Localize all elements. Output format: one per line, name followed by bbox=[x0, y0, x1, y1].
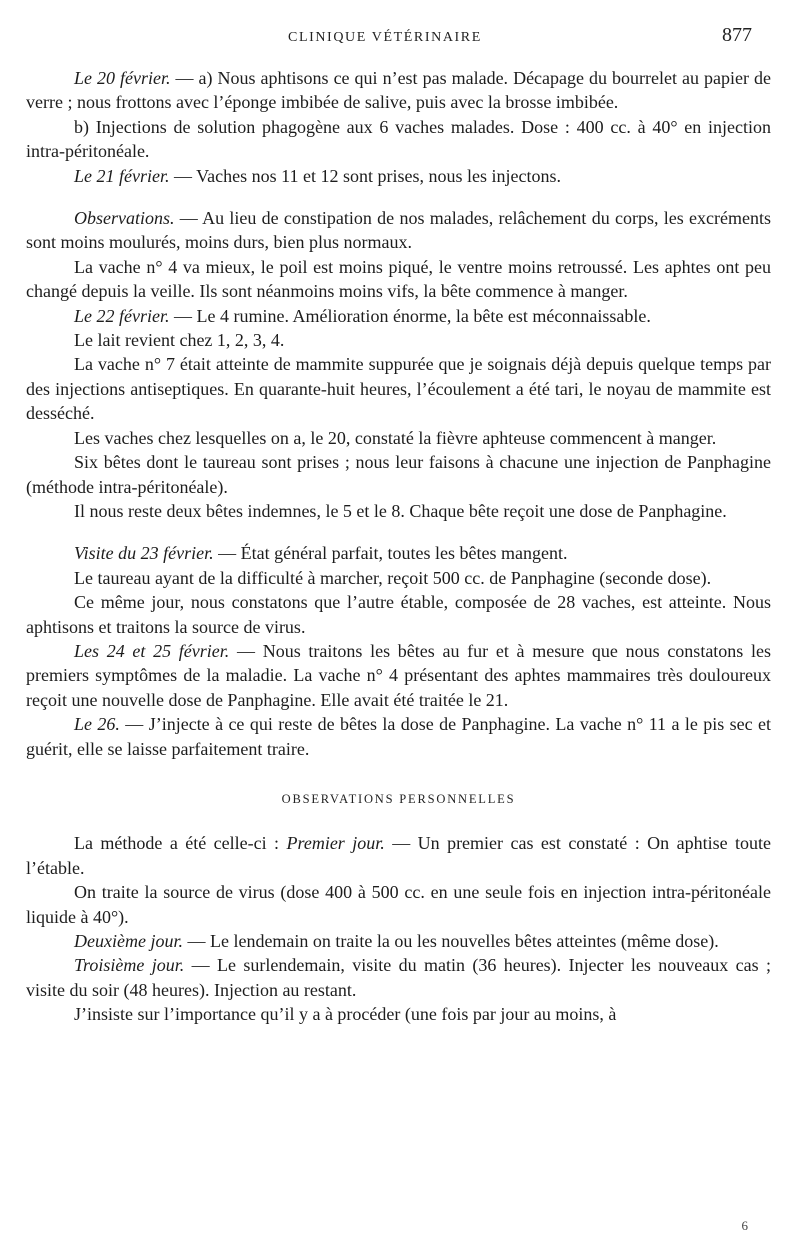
paragraph-two-beasts bbox=[26, 499, 771, 523]
paragraph-day-2 bbox=[26, 929, 771, 953]
paragraph-cows-eating bbox=[26, 426, 771, 450]
paragraph-text: — a) Nous aphtisons ce qui n’est pas malade. Décapage du bourrelet au papier de verre ; nous frottons avec l’éponge imbibée de salive, puis avec la brosse imbibée. bbox=[26, 68, 771, 113]
paragraph-text: Le lait revient chez 1, 2, 3, 4. bbox=[74, 330, 285, 351]
section-heading: OBSERVATIONS PERSONNELLES bbox=[281, 791, 516, 806]
paragraph-text: La vache n° 4 va mieux, le poil est moins piqué, le ventre moins retroussé. Les aphtes ont peu changé depuis la veille. Ils sont néanmoins moins vifs, la bête commence à manger. bbox=[26, 256, 771, 302]
paragraph-text: Six bêtes dont le taureau sont prises ; nous leur faisons à chacune une injection de Panphagine (méthode intra-péritonéale). bbox=[26, 452, 771, 497]
paragraph-text: — J’injecte à ce qui reste de bêtes la dose de Panphagine. La vache n° 11 a le pis sec et guérit, elle se laisse parfaitement traire. bbox=[26, 714, 771, 759]
paragraph-cow-4 bbox=[26, 255, 771, 304]
paragraph-virus-source bbox=[26, 880, 771, 929]
paragraph-feb-20 bbox=[26, 66, 771, 115]
paragraph-insist bbox=[26, 1002, 771, 1026]
paragraph-injections bbox=[26, 115, 771, 164]
paragraph-milk bbox=[26, 328, 771, 352]
paragraph-text: Il nous reste deux bêtes indemnes, le 5 et le 8. Chaque bête reçoit une dose de Panphagine. bbox=[74, 500, 727, 521]
paragraph-text: J’insiste sur l’importance qu’il y a à procéder (une fois par jour au moins, à bbox=[74, 1004, 617, 1025]
paragraph-text: On traite la source de virus (dose 400 à 500 cc. en une seule fois en injection intra-péritonéale liquide à 40°). bbox=[26, 882, 771, 927]
page-number: 877 bbox=[722, 24, 752, 46]
paragraph-text: — État général parfait, toutes les bêtes mangent. bbox=[213, 543, 568, 564]
paragraph-text: — Au lieu de constipation de nos malades, relâchement du corps, les excréments sont moins moulurés, moins durs, bien plus normaux. bbox=[26, 208, 771, 253]
paragraph-feb-22 bbox=[26, 304, 771, 328]
running-head bbox=[0, 24, 800, 54]
paragraph-observations bbox=[26, 206, 771, 255]
signature-mark: 6 bbox=[741, 1218, 748, 1233]
date-lead: Le 21 février. bbox=[74, 165, 170, 186]
paragraph-bull bbox=[26, 566, 771, 590]
paragraph-text: Les vaches chez lesquelles on a, le 20, constaté la fièvre aphteuse commencent à manger. bbox=[74, 427, 717, 448]
day-lead: Premier jour. bbox=[286, 833, 385, 854]
paragraph-text: — Nous traitons les bêtes au fur et à mesure que nous constatons les premiers symptômes de la maladie. La vache n° 4 présentant des aphtes mammaires très douloureux reçoit une nouvelle dose de Panphagine. Elle avait été traitée le 21. bbox=[26, 640, 772, 710]
date-lead: Les 24 et 25 février. bbox=[74, 640, 230, 661]
section-lead: Observations. bbox=[74, 208, 175, 229]
date-lead: Visite du 23 février. bbox=[74, 543, 214, 564]
paragraph-text: — Le 4 rumine. Amélioration énorme, la bête est méconnaissable. bbox=[169, 305, 651, 326]
paragraph-text: Ce même jour, nous constatons que l’autre étable, composée de 28 vaches, est atteinte. Nous aphtisons et traitons la source de virus. bbox=[26, 592, 771, 637]
paragraph-feb-21 bbox=[26, 164, 771, 188]
paragraph-text: — Un premier cas est constaté : On aphtise toute l’étable. bbox=[26, 833, 772, 878]
paragraph-text: — Le lendemain on traite la ou les nouvelles bêtes atteintes (même dose). bbox=[182, 931, 719, 951]
date-lead: Le 22 février. bbox=[74, 305, 170, 326]
paragraph-six-beasts bbox=[26, 450, 771, 499]
paragraph-feb-23 bbox=[26, 541, 771, 565]
paragraph-text: — Vaches nos 11 et 12 sont prises, nous les injectons. bbox=[169, 165, 561, 186]
paragraph-text: b) Injections de solution phagogène aux 6 vaches malades. Dose : 400 cc. à 40° en injection intra-péritonéale. bbox=[26, 116, 771, 162]
body-text bbox=[26, 66, 771, 1027]
paragraph-text: Le taureau ayant de la difficulté à marcher, reçoit 500 cc. de Panphagine (seconde dose). bbox=[74, 567, 712, 588]
paragraph-text: La vache n° 7 était atteinte de mammite suppurée que je soignais déjà depuis quelque temps par des injections antiseptiques. En quarante-huit heures, l’écoulement a été tari, le noyau de mammite est desséché. bbox=[26, 354, 771, 424]
paragraph-text: La méthode a été celle-ci : bbox=[74, 833, 287, 854]
paragraph-feb-26 bbox=[26, 712, 771, 761]
paragraph-other-stable bbox=[26, 590, 771, 639]
paragraph-method bbox=[26, 831, 771, 880]
day-lead: Troisième jour. bbox=[74, 955, 185, 976]
paragraph-day-3 bbox=[26, 953, 771, 1002]
day-lead: Deuxième jour. bbox=[74, 931, 183, 951]
paragraph-cow-7 bbox=[26, 352, 771, 425]
paragraph-feb-24-25 bbox=[26, 639, 771, 712]
date-lead: Le 26. bbox=[74, 714, 120, 735]
date-lead: Le 20 février. bbox=[74, 68, 171, 88]
running-title: CLINIQUE VÉTÉRINAIRE bbox=[288, 30, 482, 45]
paragraph-text: — Le surlendemain, visite du matin (36 heures). Injecter les nouveaux cas ; visite du soir (48 heures). Injection au restant. bbox=[26, 955, 771, 1000]
